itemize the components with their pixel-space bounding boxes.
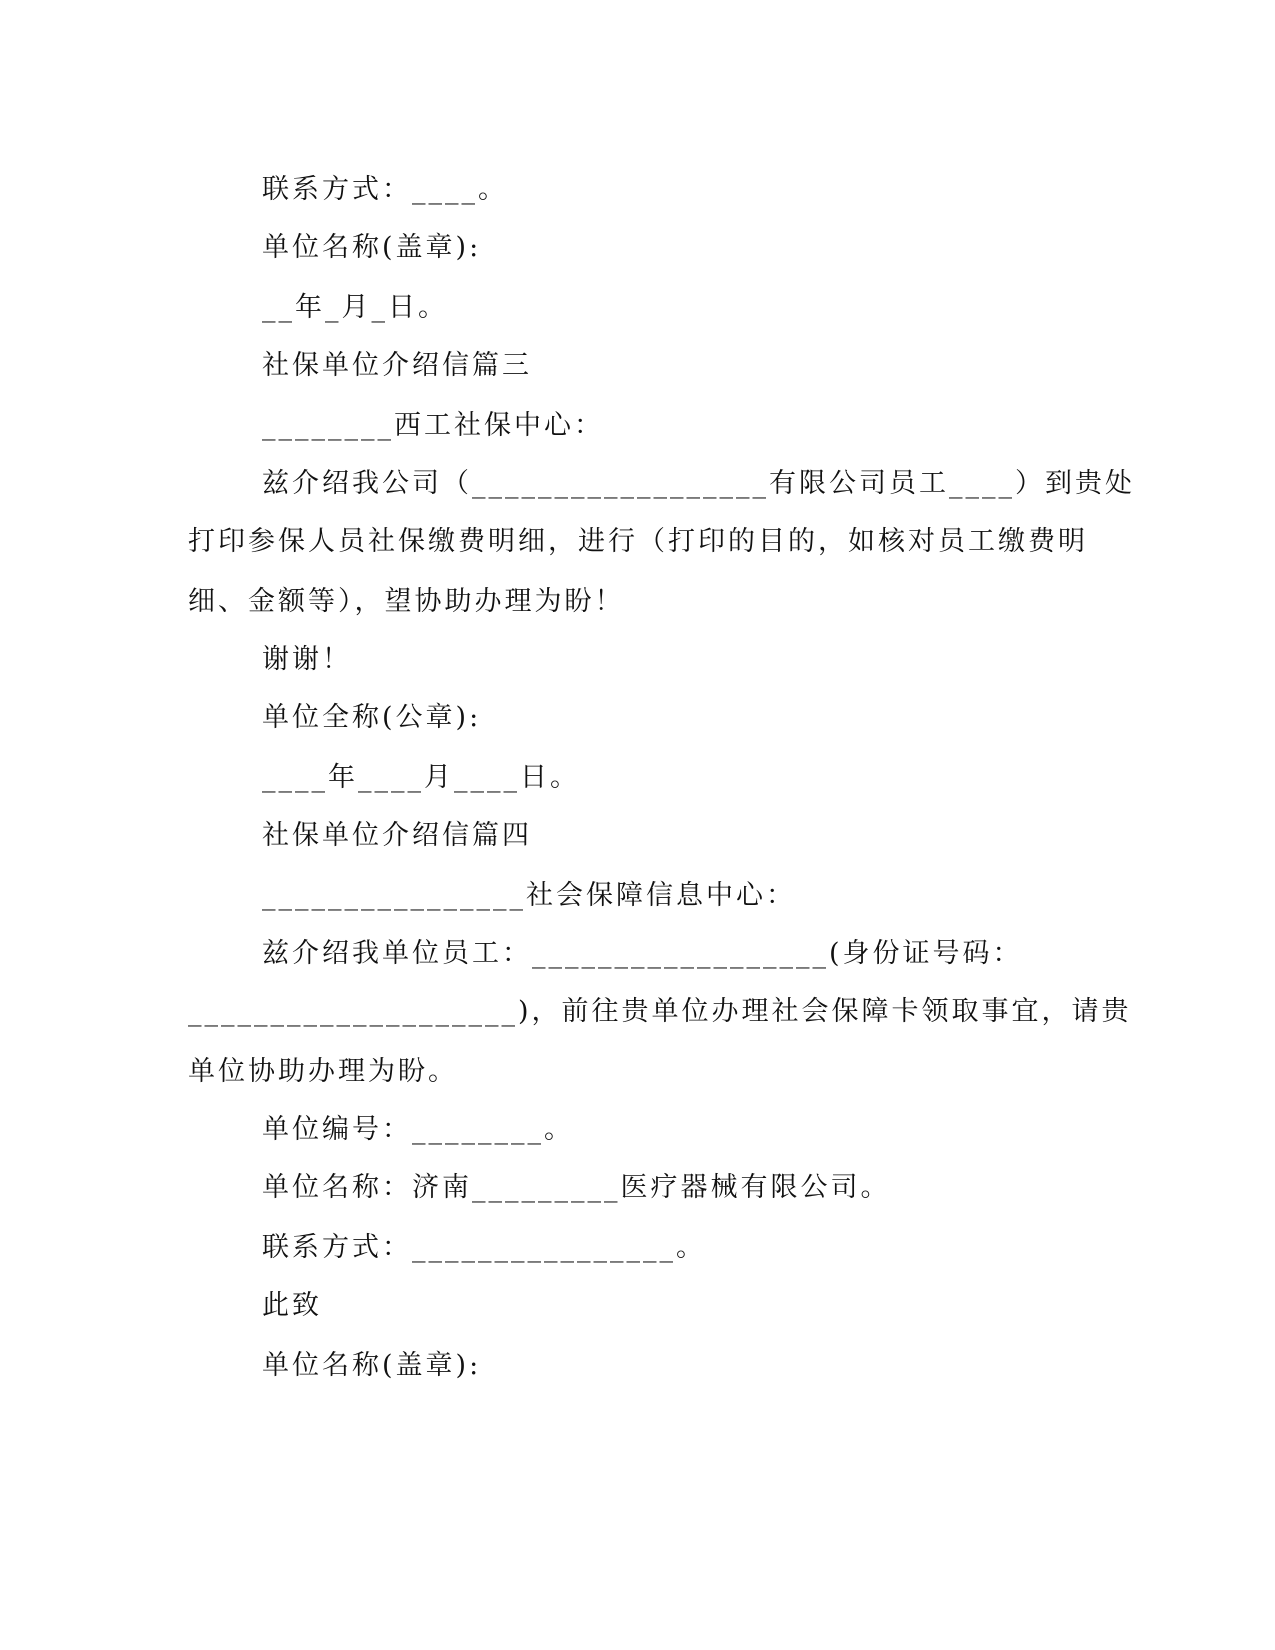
unit-fullname-seal-line: 单位全称(公章): <box>262 702 482 733</box>
body-paragraph-line: ____________________)，前往贵单位办理社会保障卡领取事宜，请贵 <box>188 996 1132 1027</box>
body-paragraph-line: 单位协助办理为盼。 <box>188 1056 458 1087</box>
section-heading-three: 社保单位介绍信篇三 <box>262 350 532 381</box>
salutation-line: ________________社会保障信息中心： <box>262 880 796 911</box>
thanks-line: 谢谢！ <box>262 644 352 675</box>
unit-name-line: 单位名称：济南_________医疗器械有限公司。 <box>262 1172 891 1203</box>
body-paragraph-line: 细、金额等），望协助办理为盼！ <box>188 586 625 617</box>
contact-line: 联系方式：____。 <box>262 174 508 205</box>
section-heading-four: 社保单位介绍信篇四 <box>262 820 532 851</box>
date-line: __年_月_日。 <box>262 292 448 323</box>
body-paragraph-line: 兹介绍我单位员工：__________________(身份证号码： <box>262 938 1023 969</box>
body-paragraph-line: 兹介绍我公司（__________________有限公司员工____）到贵处 <box>262 468 1135 499</box>
salutation-line: ________西工社保中心： <box>262 410 604 441</box>
contact-line: 联系方式：________________。 <box>262 1232 706 1263</box>
unit-name-seal-line: 单位名称(盖章): <box>262 1350 482 1381</box>
date-line: ____年____月____日。 <box>262 762 580 793</box>
body-paragraph-line: 打印参保人员社保缴费明细，进行（打印的目的，如核对员工缴费明 <box>188 526 1088 557</box>
unit-name-seal-line: 单位名称(盖章): <box>262 232 482 263</box>
unit-number-line: 单位编号：________。 <box>262 1114 574 1145</box>
closing-line: 此致 <box>262 1290 322 1321</box>
